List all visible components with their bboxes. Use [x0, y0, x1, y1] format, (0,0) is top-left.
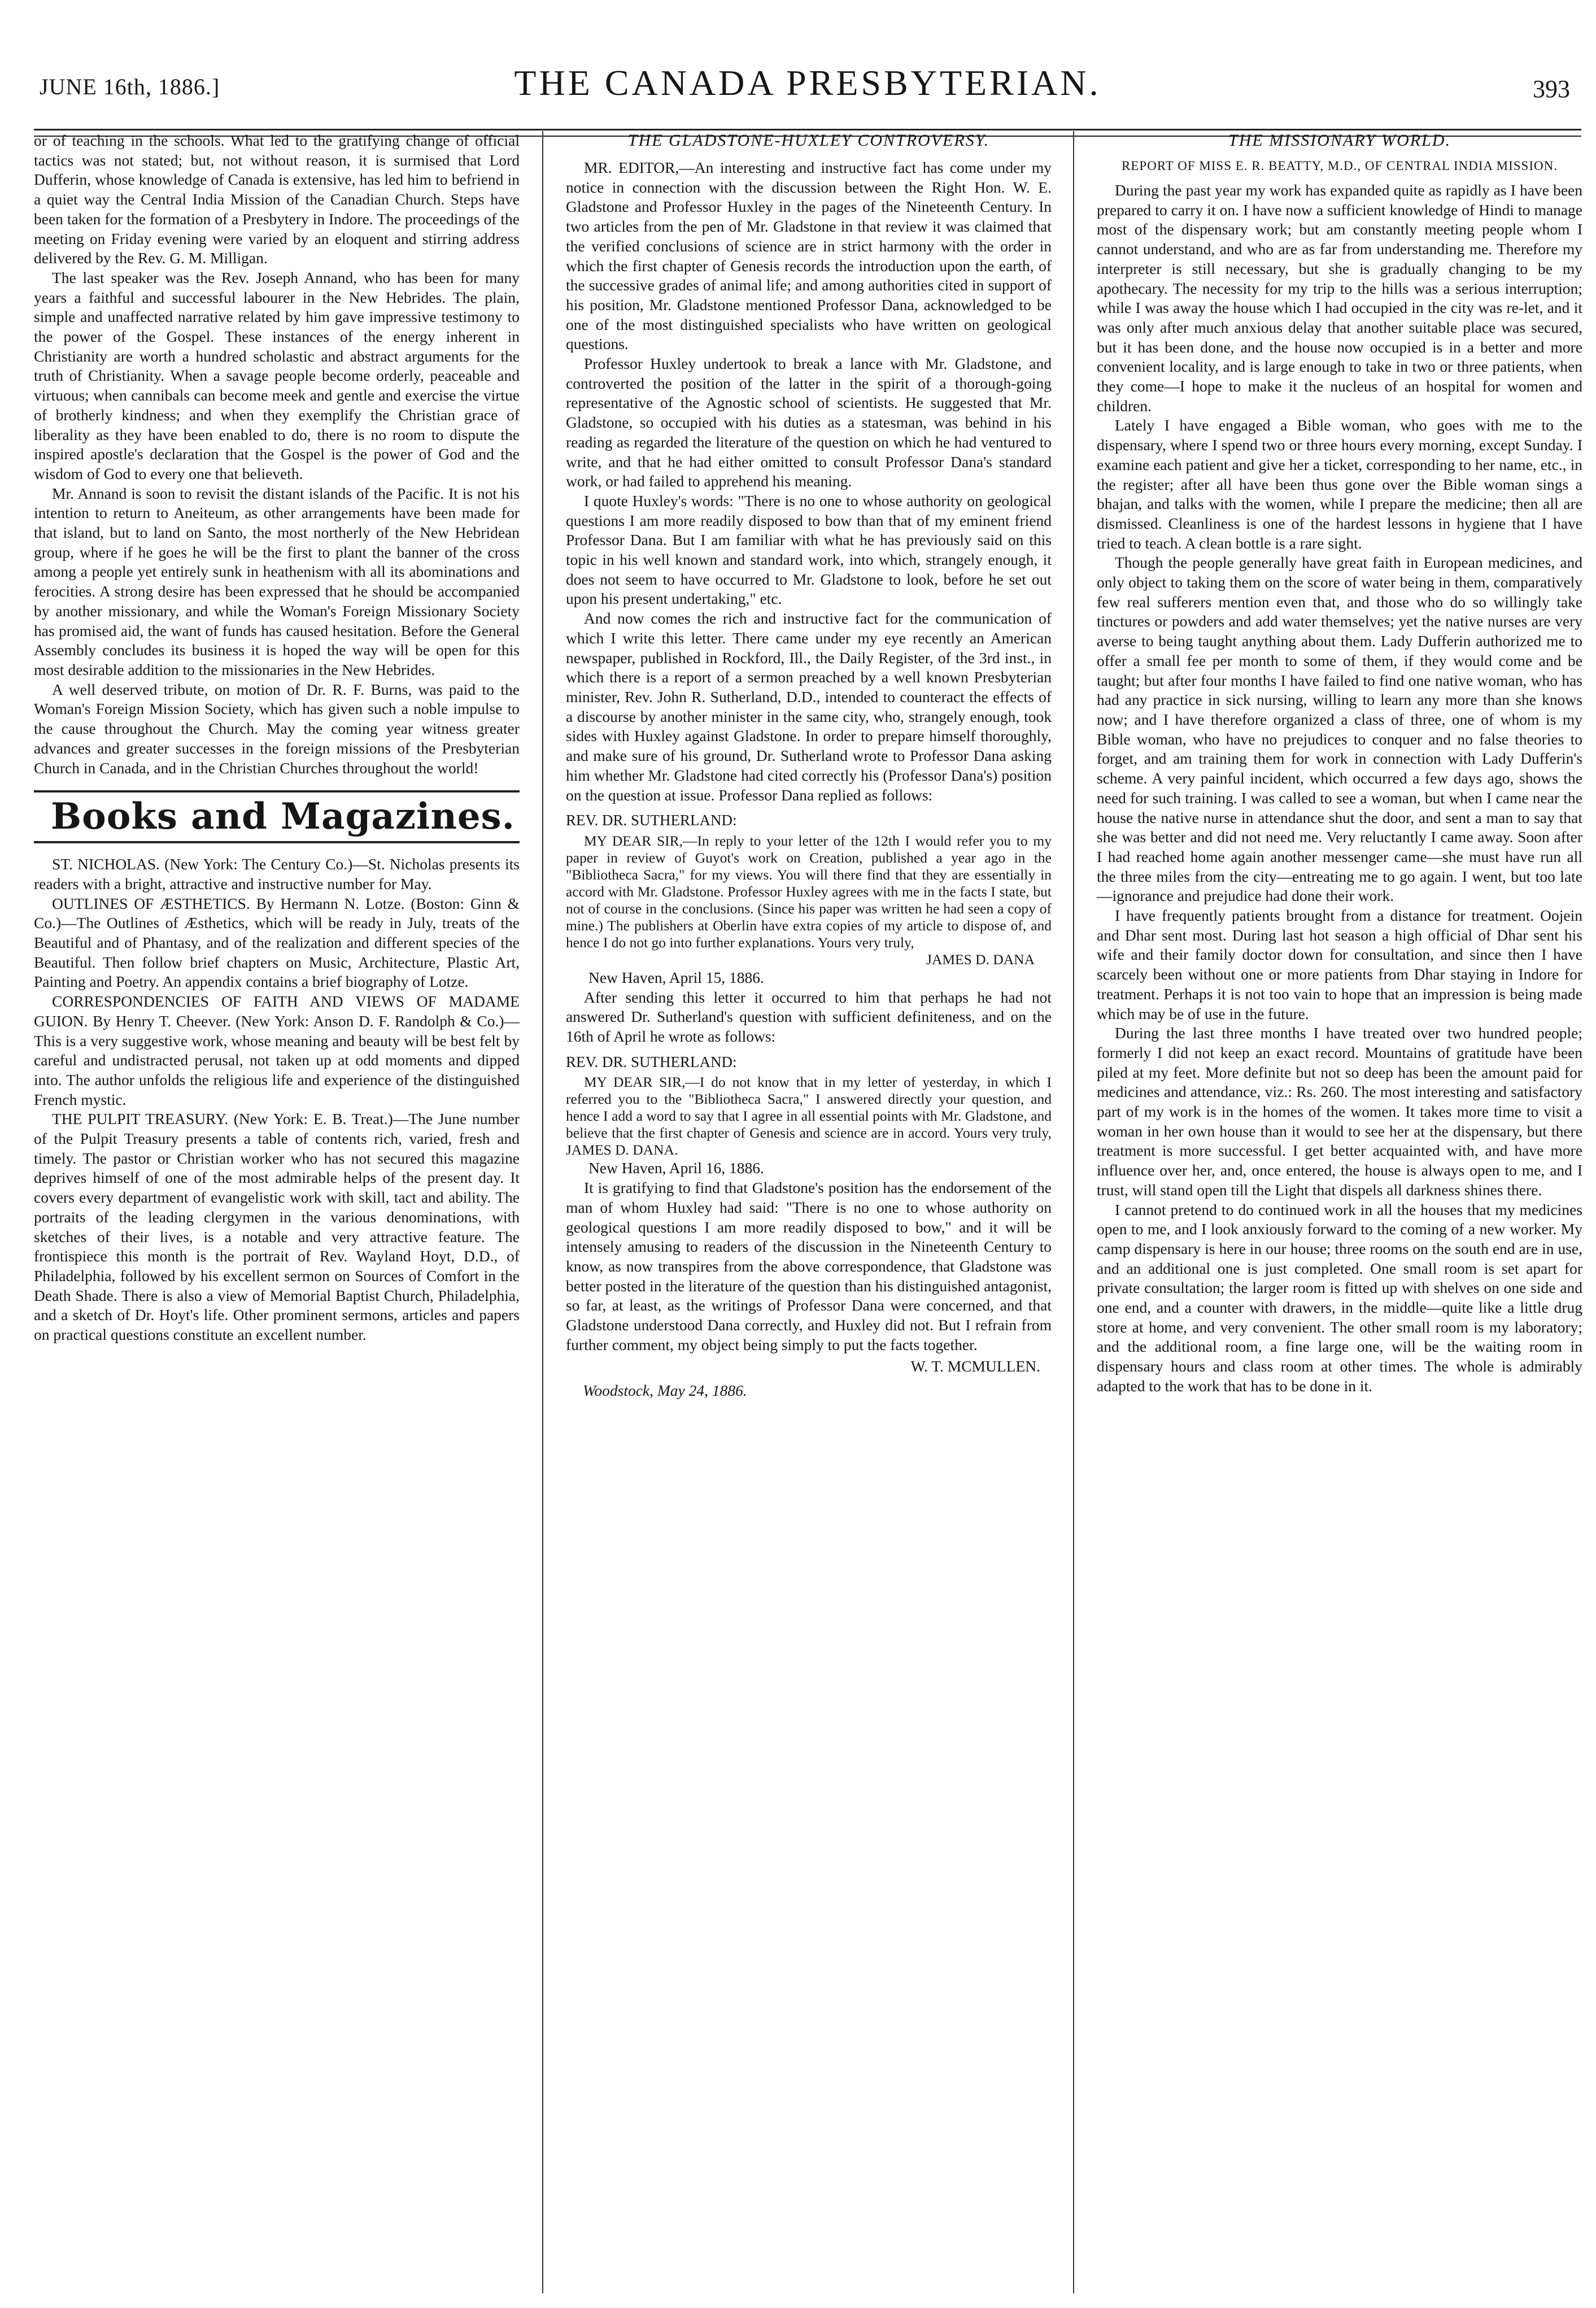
- section-heading-books: Books and Magazines.: [34, 790, 520, 843]
- letter-salutation: REV. DR. SUTHERLAND:: [566, 1053, 737, 1070]
- article-paragraph: I cannot pretend to do continued work in all the houses that my medicines open to me, and I look anxiously forward to the coming of a new worker. My camp dispensary is here in our house; three rooms on the south end are in use, and an additional one is just completed. One small room is set apart for private consultation; the larger room is fitted up with shelves on one side and one end, and a counter with drawers, in the middle—quite like a little drug store at home, and very convenient. The other small room is my laboratory; and the additional room, a fine large one, will be the waiting room in dispensary hours and class room at other times. The whole is admirably adapted to the work that has to be done in it.: [1097, 1200, 1582, 1395]
- masthead: [34, 45, 1581, 124]
- letter-body: MY DEAR SIR,—In reply to your letter of the 12th I would refer you to my paper in review of Guyot's work on Creation, published a year ago in the "Bibliotheca Sacra," for my views. You will there find that they are essentially in accord with Mr. Gladstone. Professor Huxley agrees with me in the facts I state, but not of course in the conclusions. (Since his paper was written he had seen a copy of mine.) The publishers at Oberlin have extra copies of my article to dispose of, and hence I do not go into further explanations. Yours very truly,: [566, 832, 1052, 951]
- column-divider: [542, 131, 543, 2293]
- book-review: CORRESPONDENCIES OF FAITH AND VIEWS OF MADAME GUION. By Henry T. Cheever. (New York: Anson D. F. Randolph & Co.)—This is a very suggestive work, whose meaning and beauty will be best felt by careful and undistracted perusal, not taken up at odd moments and dipped into. The author unfolds the religious life and experience of the distinguished French mystic.: [34, 992, 520, 1108]
- masthead-rule: [34, 129, 1581, 130]
- article-paragraph: After sending this letter it occurred to him that perhaps he had not answered Dr. Sutherland's question with sufficient definiteness, and on the 16th of April he wrote as follows:: [566, 988, 1052, 1046]
- signature-place-date: Woodstock, May 24, 1886.: [583, 1382, 747, 1400]
- letter-body: MY DEAR SIR,—I do not know that in my letter of yesterday, in which I referred you to the "Bibliotheca Sacra," I answered directly your question, and hence I add a word to say that I agree in all essential points with Mr. Gladstone, and believe that the first chapter of Genesis and science are in accord. Yours very truly, JAMES D. DANA.: [566, 1074, 1052, 1159]
- article-paragraph: I quote Huxley's words: "There is no one to whose authority on geological questions I am more readily disposed to bow than that of my eminent friend Professor Dana. But I am familiar with what he has previously said on this topic in his well known and standard work, into which, strangely enough, it does not seem to have occurred to Mr. Gladstone to look, before he set out upon his present undertaking," etc.: [566, 491, 1052, 608]
- article-paragraph: Though the people generally have great faith in European medicines, and only object to taking them on the score of water being in them, comparatively few real sufferers mention even that, and those who do so willingly take tinctures or powders and add water themselves; yet the native nurses are very averse to being taught anything about them. Lady Dufferin authorized me to offer a small fee per month to some of them, if they would come and be taught; but after four months I have failed to find one native woman, who has had any practice in sick nursing, willing to learn any more than she knows now; and I have therefore organized a class of three, one of whom is my Bible woman, who have no prejudices to conquer and no false theories to forget, and am training them for work in connection with Lady Dufferin's scheme. A very painful incident, which occurred a few days ago, shows the need for such training. I was called to see a woman, but when I came near the house the native nurse in attendance shut the door, and sent a man to say that she was better and did not need me. Very reluctantly I came away. Soon after I had reached home again another messenger came—she must have run all the three miles from the city—entreating me to go again. I went, but too late—ignorance and prejudice had done their work.: [1097, 554, 1582, 905]
- article-heading: THE MISSIONARY WORLD.: [1228, 131, 1451, 150]
- article-paragraph: A well deserved tribute, on motion of Dr. R. F. Burns, was paid to the Woman's Foreign Mission Society, which has given such a noble impulse to the cause throughout the Church. May the coming year witness greater advances and greater successes in the foreign missions of the Presbyterian Church in Canada, and in the Christian Churches throughout the world!: [34, 680, 520, 777]
- column-divider: [1073, 131, 1074, 2293]
- newspaper-title: THE CANADA PRESBYTERIAN.: [514, 63, 1101, 103]
- book-review: THE PULPIT TREASURY. (New York: E. B. Treat.)—The June number of the Pulpit Treasury presents a table of contents rich, varied, fresh and timely. The pastor or Christian worker who has not secured this magazine deprives himself of one of the most admirable helps of the present day. It covers every department of evangelistic work with skill, tact and ability. The portraits of the leading clergymen in the various denominations, with sketches of their lives, is a notable and very attractive feature. The frontispiece this month is the portrait of Rev. Wayland Hoyt, D.D., of Philadelphia, followed by his excellent sermon on Sources of Comfort in the Death Shade. There is also a view of Memorial Baptist Church, Philadelphia, and a sketch of Dr. Hoyt's life. Other prominent sermons, articles and papers on practical questions constitute an excellent number.: [34, 1110, 520, 1344]
- article-heading: THE GLADSTONE-HUXLEY CONTROVERSY.: [627, 131, 990, 150]
- letter-salutation: REV. DR. SUTHERLAND:: [566, 812, 737, 829]
- article-paragraph: The last speaker was the Rev. Joseph Annand, who has been for many years a faithful and successful labourer in the New Hebrides. The plain, simple and unaffected narrative related by him gave impressive testimony to the power of the Gospel. These instances of the energy inherent in Christianity are worth a hundred scholastic and abstract arguments for the truth of Christianity. When a savage people become orderly, peaceable and virtuous; when cannibals can become meek and gentle and exercise the virtue of brotherly kindness; and when they exemplify the Christian grace of liberality as they have been enabled to do, there is no room to dispute the inspired apostle's declaration that the Gospel is the power of God and the wisdom of God to every one that believeth.: [34, 268, 520, 482]
- article-paragraph: Mr. Annand is soon to revisit the distant islands of the Pacific. It is not his intention to return to Aneiteum, as other arrangements have been made for that island, but to land on Santo, the most northerly of the New Hebridean group, where if he goes he will be the first to plant the banner of the cross among a people yet entirely sunk in heathenism with all its abominations and ferocities. A strong desire has been expressed that he should be accompanied by another missionary, and while the Woman's Foreign Missionary Society has promised aid, the want of funds has caused hesitation. Before the General Assembly concludes its business it is hoped the way will be open for this most desirable addition to the missionaries in the New Hebrides.: [34, 484, 520, 678]
- column-right: [1097, 131, 1582, 1396]
- newspaper-page: [34, 23, 1581, 2293]
- article-paragraph: During the past year my work has expanded quite as rapidly as I have been prepared to carry it on. I have now a sufficient knowledge of Hindi to manage most of the dispensary work; but am constantly meeting people whom I cannot understand, and who are as far from understanding me. Therefore my interpreter is still necessary, but she is gradually changing to be my apothecary. The necessity for my trip to the hills was a serious interruption; while I was away the house which I had occupied in the city was re-let, and it was only after much anxious delay that another suitable place was secured, but it has been done, and the house now occupied is in a better and more convenient locality, and is large enough to take in two or three patients, when they come—I hope to make it the nucleus of an hospital for women and children.: [1097, 181, 1582, 415]
- article-paragraph: It is gratifying to find that Gladstone's position has the endorsement of the man of whom Huxley had said: "There is no one to whose authority on geological questions I am more readily disposed to bow," and it will be intensely amusing to readers of the discussion in the Nineteenth Century to know, as now transpires from the above correspondence, that Gladstone was better posted in the literature of the question than his distinguished antagonist, so far, at least, as the writings of Professor Dana were concerned, and that Gladstone understood Dana correctly, and Huxley did not. But I refrain from further comment, my object being simply to put the facts together.: [566, 1179, 1052, 1353]
- page-number: 393: [1533, 75, 1570, 103]
- letter-signer: JAMES D. DANA: [926, 951, 1035, 968]
- book-review: ST. NICHOLAS. (New York: The Century Co.)—St. Nicholas presents its readers with a bright, attractive and instructive number for May.: [34, 855, 520, 892]
- article-paragraph: MR. EDITOR,—An interesting and instructive fact has come under my notice in connection with the discussion between the Right Hon. W. E. Gladstone and Professor Huxley in the pages of the Nineteenth Century. In two articles from the pen of Mr. Gladstone in that review it was claimed that the verified conclusions of science are in strict harmony with the order in which the first chapter of Genesis records the introduction upon the earth, of the successive grades of animal life; and among authorities cited in support of his position, Mr. Gladstone mentioned Professor Dana, acknowledged to be one of the most distinguished specialists who have written on geological questions.: [566, 159, 1052, 353]
- letter-dateline: New Haven, April 16, 1886.: [588, 1159, 764, 1177]
- article-paragraph: Professor Huxley undertook to break a lance with Mr. Gladstone, and controverted the position of the latter in the spirit of a thorough-going representative of the Agnostic school of scientists. He suggested that Mr. Gladstone, so occupied with his duties as a statesman, was behind in his reading as regarded the literature of the question on which he had ventured to write, and that he had either omitted to consult Professor Dana's standard work, or had failed to apprehend his meaning.: [566, 355, 1052, 490]
- article-paragraph: or of teaching in the schools. What led to the gratifying change of official tactics was not stated; but, not without reason, it is surmised that Lord Dufferin, whose knowledge of Canada is extensive, has led him to befriend in a quiet way the Central India Mission of the Canadian Church. Steps have been taken for the formation of a Presbytery in Indore. The proceedings of the meeting on Friday evening were varied by an eloquent and stirring address delivered by the Rev. G. M. Milligan.: [34, 132, 520, 267]
- issue-date: JUNE 16th, 1886.]: [40, 74, 220, 99]
- article-paragraph: I have frequently patients brought from a distance for treatment. Oojein and Dhar sent most. During last hot season a high official of Dhar sent his wife and their family doctor down for consultation, and since then I have scarcely been without one or more patients from Dhar staying in Indore for treatment. Perhaps it is not too vain to hope that an impression is being made which may be of use in the future.: [1097, 907, 1582, 1022]
- column-middle: [566, 131, 1052, 1401]
- column-left: [34, 131, 520, 1345]
- article-paragraph: Lately I have engaged a Bible woman, who goes with me to the dispensary, where I spend two or three hours every morning, except Sunday. I examine each patient and give her a ticket, corresponding to her name, etc., in the register; after all have been thus gone over the Bible woman sings a bhajan, and talks with the women, while I prepare the medicine; then all are dismissed. Cleanliness is one of the hardest lessons in hygiene that I have tried to teach. A clean bottle is a rare sight.: [1097, 416, 1582, 552]
- book-review: OUTLINES OF ÆSTHETICS. By Hermann N. Lotze. (Boston: Ginn & Co.)—The Outlines of Æsthetics, which will be ready in July, treats of the Beautiful and of Phantasy, and of the realization and different species of the Beautiful. Then follow brief chapters on Music, Architecture, Plastic Art, Painting and Poetry. An appendix contains a brief biography of Lotze.: [34, 894, 520, 991]
- article-paragraph: During the last three months I have treated over two hundred people; formerly I did not keep an exact record. Mountains of gratitude have been piled at my feet. More definite but not so deep has been the amount paid for medicines and attendance, viz.: Rs. 260. The most interesting and satisfactory part of my work is in the homes of the women. It takes more time to visit a woman in her own house than it would to see her at the dispensary, but there treatment is more successful. I get better acquainted with, and have more influence over her, and, once entered, the house is always open to me, and I trust, will stand open till the Light that dispels all darkness shines there.: [1097, 1024, 1582, 1199]
- author-signature: W. T. MCMULLEN.: [910, 1357, 1040, 1375]
- article-paragraph: And now comes the rich and instructive fact for the communication of which I write this letter. There came under my eye recently an American newspaper, published in Rockford, Ill., the Daily Register, of the 3rd inst., in which there is a report of a sermon preached by a well known Presbyterian minister, Rev. John R. Sutherland, D.D., intended to counteract the effects of a discourse by another minister in the same city, who, strangely enough, took sides with Huxley against Gladstone. In order to prepare himself thoroughly, and make sure of his ground, Dr. Sutherland wrote to Professor Dana asking him whether Mr. Gladstone had cited correctly his (Professor Dana's) position on the question at issue. Professor Dana replied as follows:: [566, 609, 1052, 804]
- article-subheading: REPORT OF MISS E. R. BEATTY, M.D., OF CENTRAL INDIA MISSION.: [1122, 159, 1558, 173]
- letter-dateline: New Haven, April 15, 1886.: [588, 968, 764, 986]
